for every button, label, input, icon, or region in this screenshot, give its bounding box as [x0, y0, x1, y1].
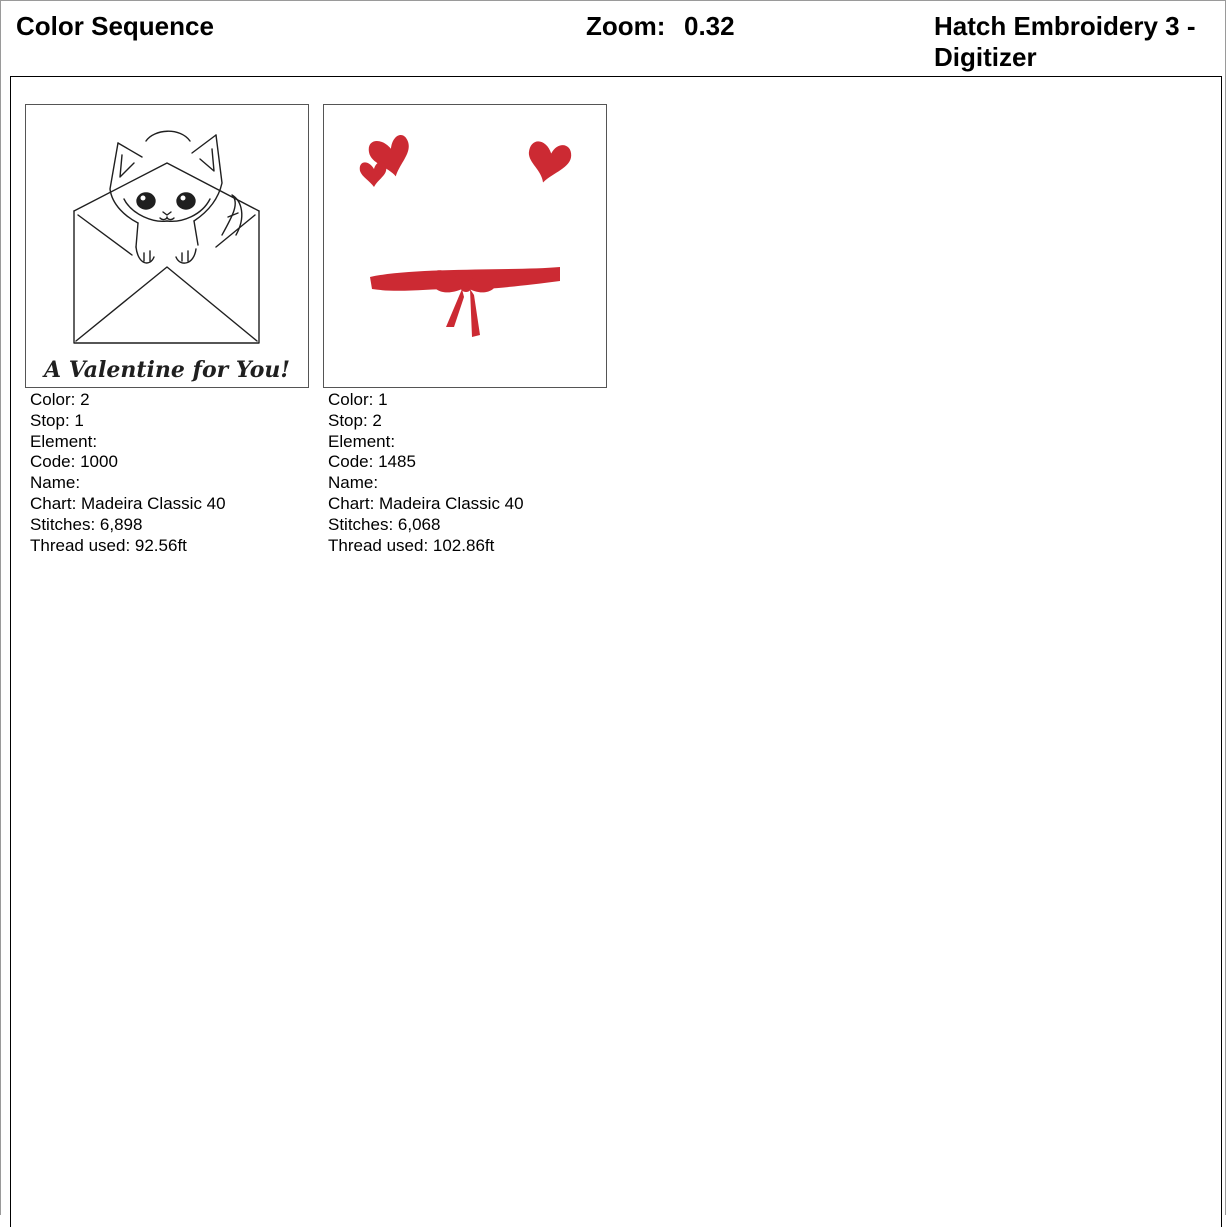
stop-card	[323, 104, 607, 556]
color-number: Color: 1	[328, 390, 388, 409]
heart-icon	[523, 138, 573, 187]
element-label: Element:	[328, 431, 396, 451]
stop-info	[328, 390, 607, 556]
thread-chart: Chart: Madeira Classic 40	[328, 493, 524, 513]
hearts-and-ribbon-image	[324, 105, 606, 387]
zoom-label: Zoom:	[586, 11, 666, 41]
page-title: Color Sequence	[16, 11, 214, 41]
stitch-count: Stitches: 6,898	[30, 514, 143, 534]
element-label: Element:	[30, 431, 98, 451]
heart-icon	[360, 162, 387, 187]
stitch-count: Stitches: 6,068	[328, 514, 441, 534]
stop-2-thumbnail	[323, 104, 607, 388]
color-sequence-frame	[10, 76, 1222, 1227]
thread-code: Code: 1485	[328, 452, 416, 472]
fox-envelope-outline-image	[26, 105, 308, 387]
zoom-value: 0.32	[684, 11, 735, 41]
stop-number: Stop: 2	[328, 410, 382, 430]
artwork-caption: A Valentine for You!	[43, 357, 291, 383]
stop-info	[30, 390, 309, 556]
thread-used: Thread used: 102.86ft	[328, 535, 495, 555]
thread-used: Thread used: 92.56ft	[30, 535, 187, 555]
stop-card	[25, 104, 309, 556]
stop-1-thumbnail	[25, 104, 309, 388]
stop-number: Stop: 1	[30, 410, 84, 430]
thread-name: Name:	[328, 473, 379, 493]
thread-chart: Chart: Madeira Classic 40	[30, 493, 226, 513]
thread-code: Code: 1000	[30, 452, 118, 472]
software-name: Hatch Embroidery 3 - Digitizer	[934, 11, 1196, 72]
thread-name: Name:	[30, 473, 81, 493]
color-number: Color: 2	[30, 390, 90, 409]
